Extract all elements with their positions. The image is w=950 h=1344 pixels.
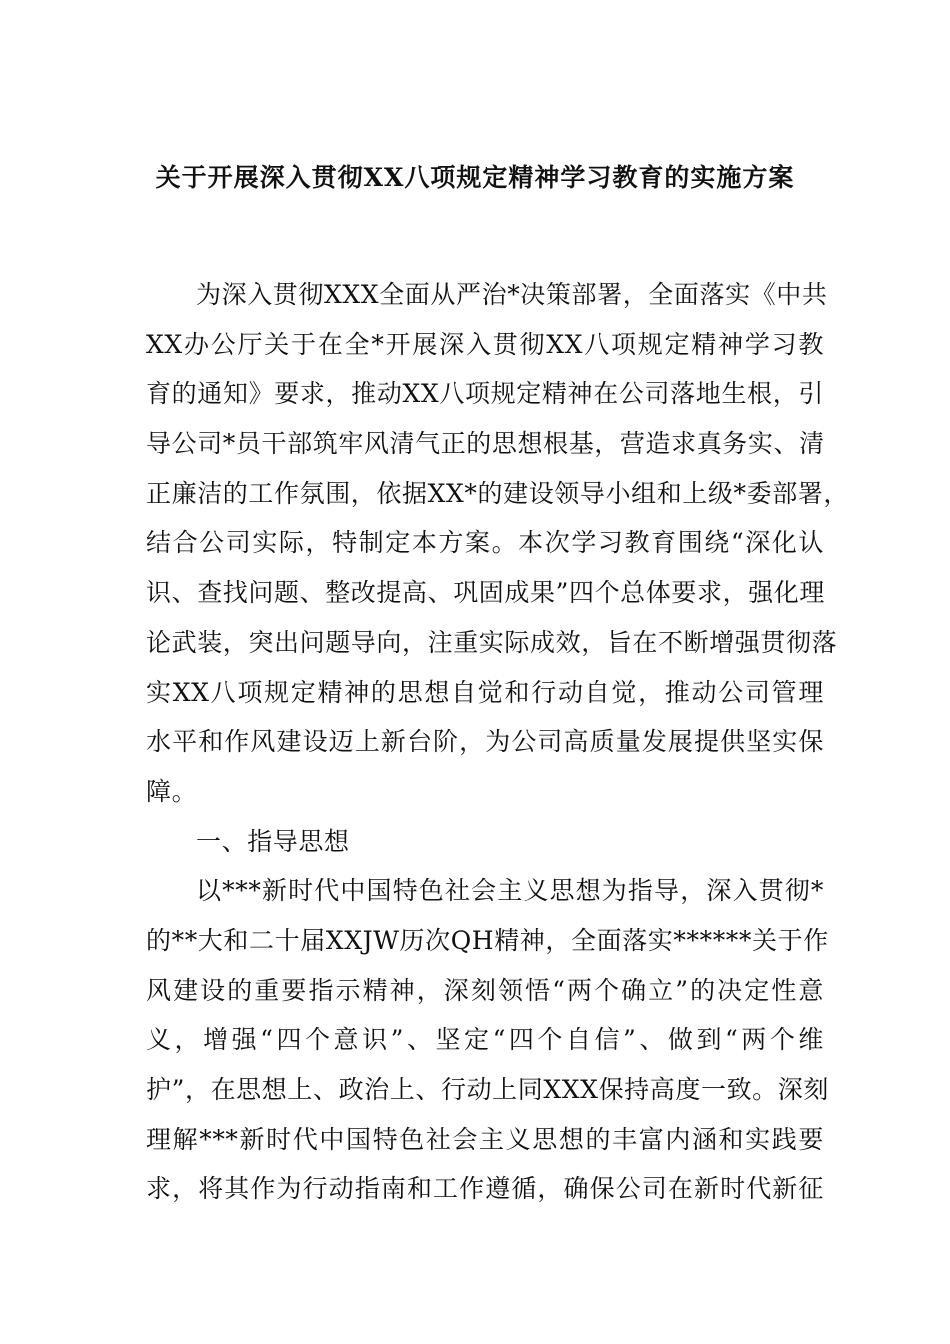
paragraph-line: 水平和作风建设迈上新台阶，为公司高质量发展提供坚实保: [146, 727, 824, 757]
document-title: 关于开展深入贯彻XX八项规定精神学习教育的实施方案: [155, 163, 795, 192]
paragraph-line: 障。: [146, 776, 198, 806]
section-heading: 一、指导思想: [196, 826, 350, 856]
paragraph-line: 导公司*员干部筑牢风清气正的思想根基，营造求真务实、清: [146, 429, 825, 459]
paragraph-line: 的**大和二十届XXJW历次QH精神，全面落实******关于作: [146, 925, 829, 955]
paragraph-line: 风建设的重要指示精神，深刻领悟“两个确立”的决定性意: [146, 975, 824, 1005]
paragraph-line: 理解***新时代中国特色社会主义思想的丰富内涵和实践要: [146, 1124, 824, 1154]
paragraph-line: 实XX八项规定精神的思想自觉和行动自觉，推动公司管理: [146, 677, 824, 707]
paragraph-line: 为深入贯彻XXX全面从严治*决策部署，全面落实《中共: [196, 280, 828, 309]
paragraph-line: 识、查找问题、整改提高、巩固成果”四个总体要求，强化理: [146, 578, 825, 608]
paragraph-line: XX办公厅关于在全*开展深入贯彻XX八项规定精神学习教: [146, 329, 824, 359]
paragraph-line: 论武装，突出问题导向，注重实际成效，旨在不断增强贯彻落: [146, 627, 838, 657]
paragraph-line: 义，增强“四个意识”、坚定“四个自信”、做到“两个维: [146, 1025, 824, 1055]
paragraph-line: 正廉洁的工作氛围，依据XX*的建设领导小组和上级*委部署，: [146, 478, 849, 508]
paragraph-line: 育的通知》要求，推动XX八项规定精神在公司落地生根，引: [146, 379, 824, 409]
paragraph-line: 以***新时代中国特色社会主义思想为指导，深入贯彻*: [196, 876, 824, 906]
paragraph-line: 结合公司实际，特制定本方案。本次学习教育围绕“深化认: [146, 528, 824, 558]
document-body: [146, 270, 849, 1214]
paragraph-line: 求，将其作为行动指南和工作遵循，确保公司在新时代新征: [146, 1174, 824, 1204]
paragraph-line: 护”，在思想上、政治上、行动上同XXX保持高度一致。深刻: [146, 1075, 829, 1104]
